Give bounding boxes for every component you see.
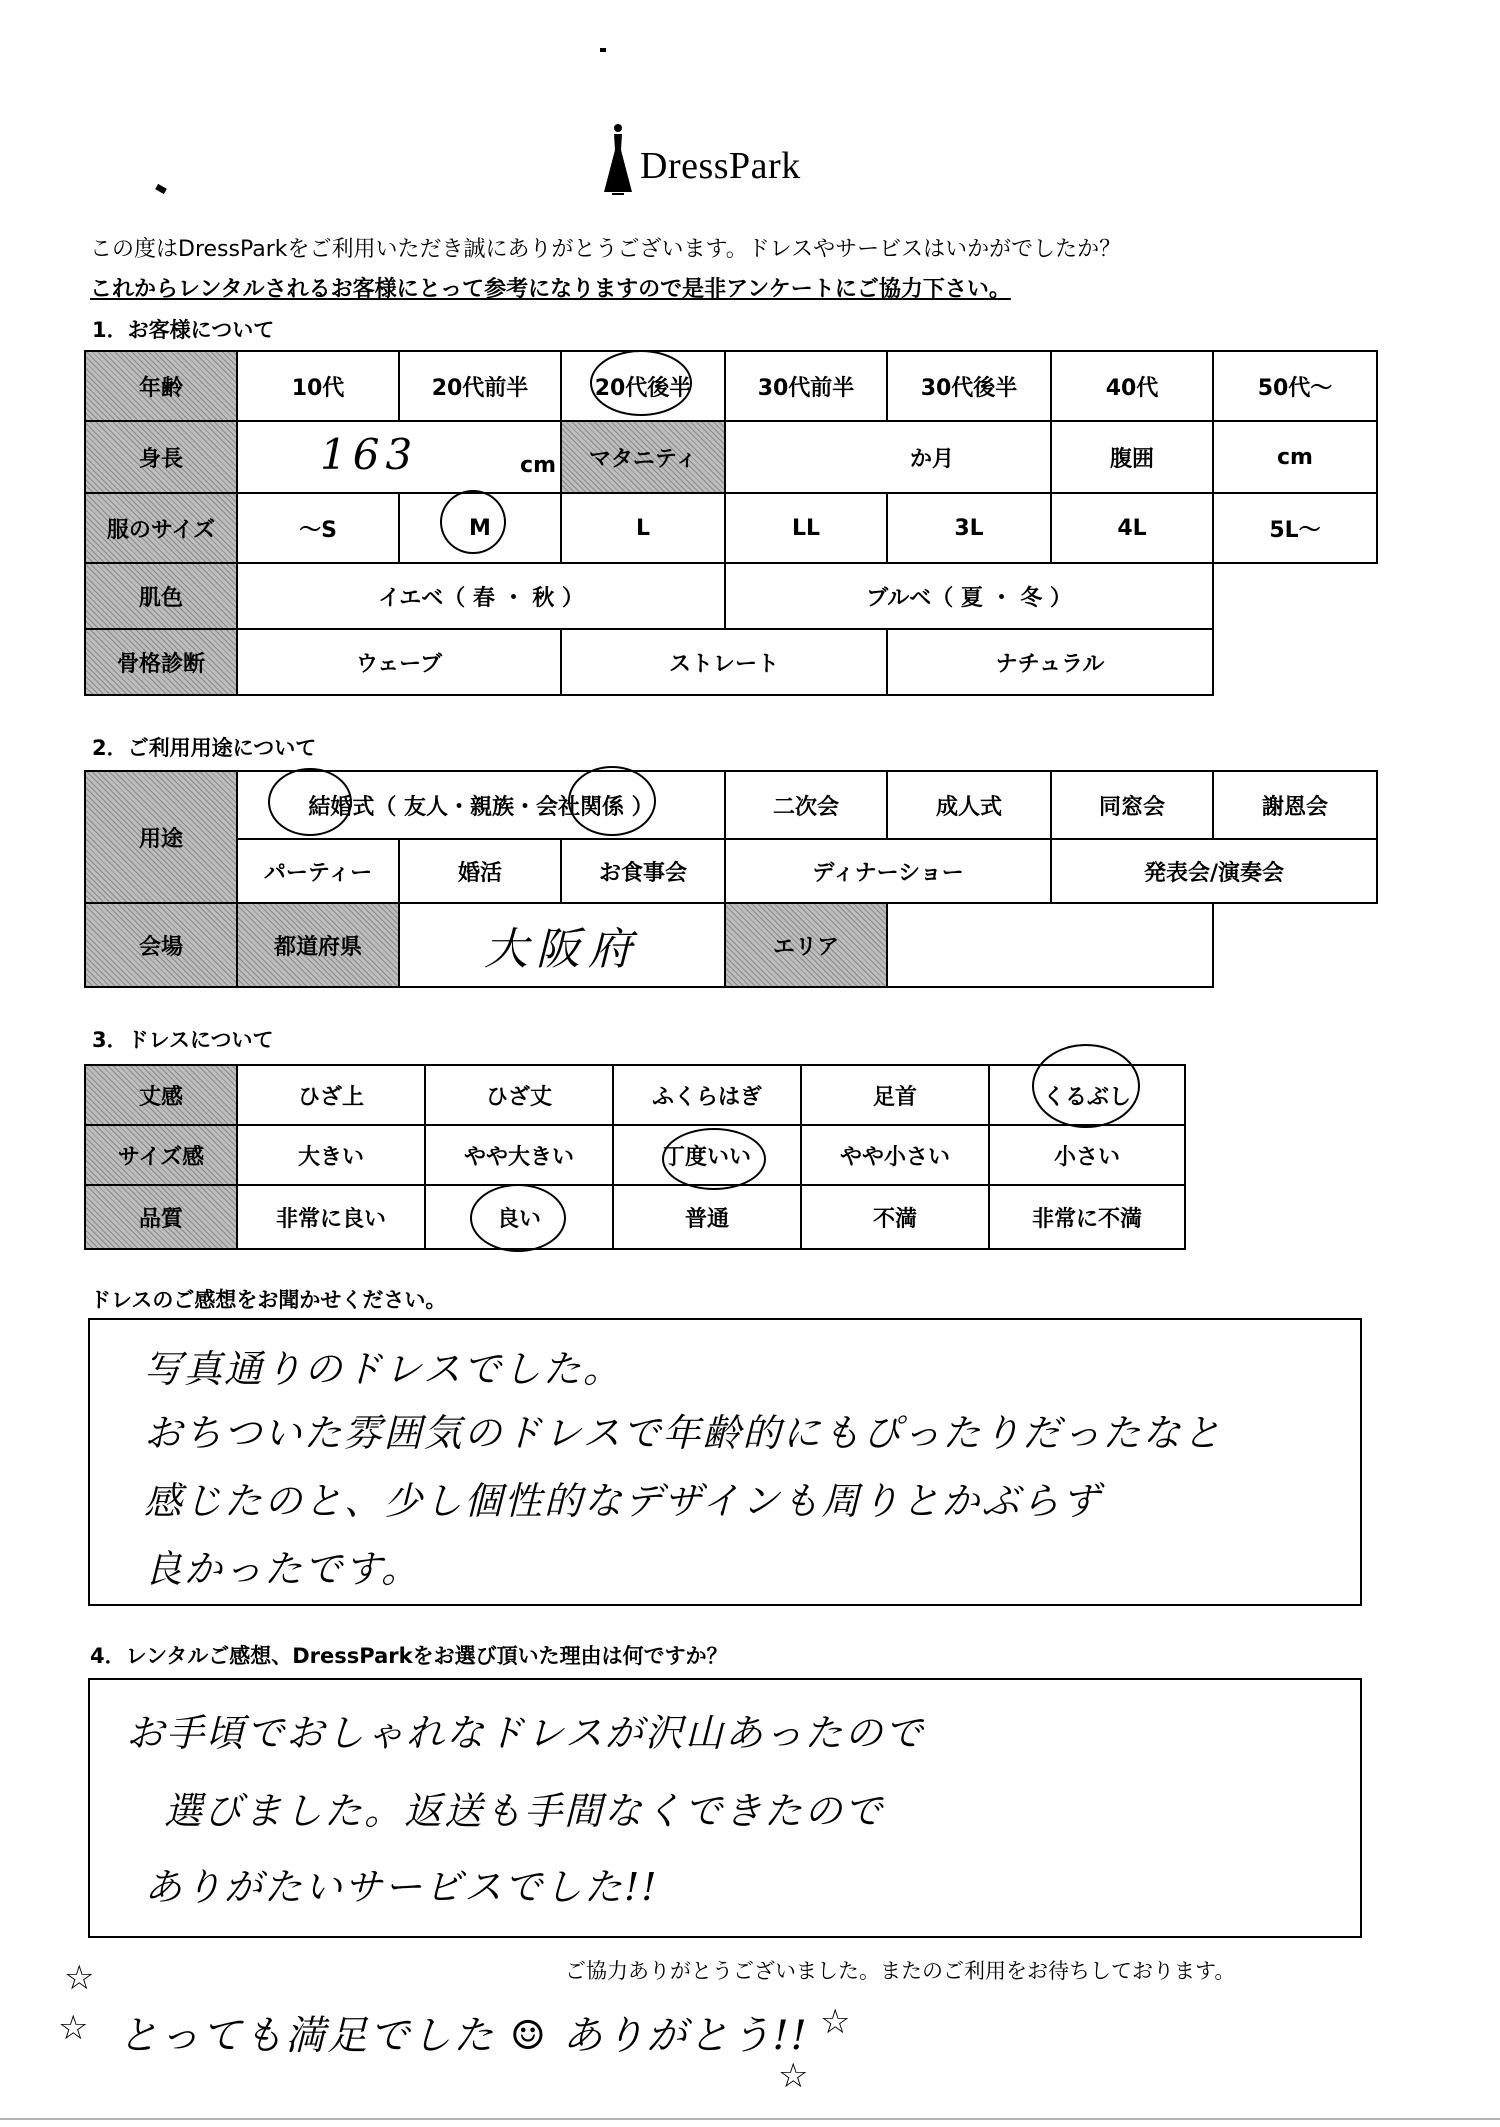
age-option-selected[interactable]: 20代後半 <box>561 351 725 421</box>
purpose-option[interactable]: 婚活 <box>399 839 561 903</box>
purpose-option[interactable]: 二次会 <box>725 771 887 839</box>
intro-line-1: この度はDressParkをご利用いただき誠にありがとうございます。ドレスやサービスはいかがでしたか？ <box>90 237 1122 262</box>
star-doodle-icon: ☆ <box>58 2008 89 2048</box>
impressions-title: ドレスのご感想をお聞かせください。 <box>90 1288 447 1312</box>
purpose-option[interactable]: 発表会/演奏会 <box>1051 839 1377 903</box>
length-option[interactable]: ふくらはぎ <box>613 1065 801 1125</box>
thanks-message: ご協力ありがとうございました。またのご利用をお待ちしております。 <box>565 1959 1236 1983</box>
purpose-option[interactable]: パーティー <box>237 839 399 903</box>
prefecture-value[interactable]: 大阪府 <box>399 903 725 987</box>
impressions-line: 写真通りのドレスでした。 <box>144 1347 623 1391</box>
purpose-option[interactable]: ディナーショー <box>725 839 1051 903</box>
purpose-table <box>84 770 1378 988</box>
quality-label: 品質 <box>85 1185 237 1249</box>
skin-blue-option[interactable]: ブルベ（ 夏 ・ 冬 ） <box>725 563 1213 629</box>
section3-title: 3．ドレスについて <box>92 1028 274 1052</box>
section1-title: 1．お客様について <box>92 318 275 342</box>
maternity-months[interactable]: か月 <box>725 421 1051 493</box>
waist-label: 腹囲 <box>1051 421 1213 493</box>
length-option[interactable]: ひざ上 <box>237 1065 425 1125</box>
dress-table <box>84 1064 1186 1250</box>
dress-figure-icon <box>598 120 638 200</box>
purpose-option[interactable]: お食事会 <box>561 839 725 903</box>
waist-unit[interactable]: cm <box>1213 421 1377 493</box>
reasons-line: お手頃でおしゃれなドレスが沢山あったので <box>126 1711 925 1755</box>
age-option[interactable]: 20代前半 <box>399 351 561 421</box>
frame-option[interactable]: ウェーブ <box>237 629 561 695</box>
purpose-option[interactable]: 成人式 <box>887 771 1051 839</box>
skin-label: 肌色 <box>85 563 237 629</box>
length-option-selected[interactable]: くるぶし <box>989 1065 1185 1125</box>
impressions-line: 良かったです。 <box>144 1547 421 1591</box>
purpose-option[interactable]: 謝恩会 <box>1213 771 1377 839</box>
area-value[interactable] <box>887 903 1213 987</box>
size-option[interactable]: L <box>561 493 725 563</box>
section4-title: 4．レンタルご感想、DressParkをお選び頂いた理由は何ですか？ <box>90 1644 728 1668</box>
reasons-box[interactable] <box>88 1678 1362 1938</box>
quality-option[interactable]: 非常に良い <box>237 1185 425 1249</box>
age-option[interactable]: 10代 <box>237 351 399 421</box>
star-doodle-icon: ☆ <box>778 2056 809 2096</box>
brand-name: DressPark <box>640 145 801 187</box>
quality-option[interactable]: 普通 <box>613 1185 801 1249</box>
size-label: 服のサイズ <box>85 493 237 563</box>
prefecture-label: 都道府県 <box>237 903 399 987</box>
age-label: 年齢 <box>85 351 237 421</box>
reasons-line: ありがたいサービスでした!! <box>144 1865 659 1909</box>
reasons-line: 選びました。返送も手間なくできたので <box>164 1789 885 1833</box>
length-option[interactable]: ひざ丈 <box>425 1065 613 1125</box>
fit-option-selected[interactable]: 丁度いい <box>613 1125 801 1185</box>
length-option[interactable]: 足首 <box>801 1065 989 1125</box>
length-label: 丈感 <box>85 1065 237 1125</box>
height-field[interactable] <box>237 421 561 493</box>
height-label: 身長 <box>85 421 237 493</box>
impressions-line: 感じたのと、少し個性的なデザインも周りとかぶらず <box>144 1479 1102 1523</box>
fit-option[interactable]: 小さい <box>989 1125 1185 1185</box>
quality-option-selected[interactable]: 良い <box>425 1185 613 1249</box>
size-option[interactable]: 4L <box>1051 493 1213 563</box>
size-option[interactable]: 5L～ <box>1213 493 1377 563</box>
brand-logo <box>598 120 858 200</box>
venue-label: 会場 <box>85 903 237 987</box>
customer-table <box>84 350 1378 696</box>
height-unit: cm <box>520 453 556 478</box>
fit-option[interactable]: やや大きい <box>425 1125 613 1185</box>
fit-label: サイズ感 <box>85 1125 237 1185</box>
size-option-selected[interactable]: M <box>399 493 561 563</box>
fit-option[interactable]: やや小さい <box>801 1125 989 1185</box>
purpose-option[interactable]: 同窓会 <box>1051 771 1213 839</box>
height-value: 163 <box>320 430 419 479</box>
fit-option[interactable]: 大きい <box>237 1125 425 1185</box>
age-option[interactable]: 40代 <box>1051 351 1213 421</box>
size-option[interactable]: ～S <box>237 493 399 563</box>
quality-option[interactable]: 非常に不満 <box>989 1185 1185 1249</box>
size-option[interactable]: LL <box>725 493 887 563</box>
area-label: エリア <box>725 903 887 987</box>
frame-option[interactable]: ストレート <box>561 629 887 695</box>
intro-line-2: これからレンタルされるお客様にとって参考になりますので是非アンケートにご協力下さい。 <box>90 277 1011 302</box>
purpose-label: 用途 <box>85 771 237 903</box>
handwritten-note: とっても満足でした ☺ ありがとう!! <box>118 2013 809 2059</box>
maternity-label: マタニティ <box>561 421 725 493</box>
quality-option[interactable]: 不満 <box>801 1185 989 1249</box>
skin-yellow-option[interactable]: イエベ（ 春 ・ 秋 ） <box>237 563 725 629</box>
section2-title: 2．ご利用用途について <box>92 736 317 760</box>
size-option[interactable]: 3L <box>887 493 1051 563</box>
age-option[interactable]: 30代後半 <box>887 351 1051 421</box>
frame-option[interactable]: ナチュラル <box>887 629 1213 695</box>
purpose-wedding[interactable]: 結婚式（ 友人・親族・会社関係 ） <box>237 771 725 839</box>
impressions-box[interactable] <box>88 1318 1362 1606</box>
frame-label: 骨格診断 <box>85 629 237 695</box>
age-option[interactable]: 50代～ <box>1213 351 1377 421</box>
impressions-line: おちついた雰囲気のドレスで年齢的にもぴったりだったなと <box>144 1411 1223 1455</box>
star-doodle-icon: ☆ <box>64 1958 95 1998</box>
age-option[interactable]: 30代前半 <box>725 351 887 421</box>
star-doodle-icon: ☆ <box>820 2002 851 2042</box>
